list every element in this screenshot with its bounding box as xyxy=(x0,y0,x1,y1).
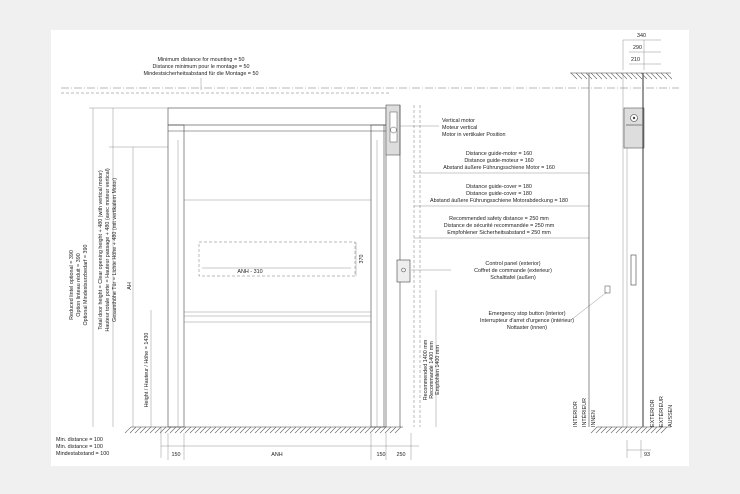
height-note: Total door height = Clear opening height + 480 (with vertical motor) xyxy=(98,170,104,330)
side-view xyxy=(589,73,671,427)
guide-motor-note: Distance guide-motor = 160 xyxy=(465,151,533,157)
top-note-line: Mindestsicherheitsabstand für die Montage = 50 xyxy=(143,71,259,77)
side-dim: 340 xyxy=(637,33,646,39)
recommended-note: Recommandé 1400 mm xyxy=(429,341,435,399)
guide-motor-note: Distance guide-moteur = 160 xyxy=(464,158,534,164)
lintel-note: Option linteau réduit = 390 xyxy=(76,253,82,317)
control-note: Schalttafel (außen) xyxy=(490,275,536,281)
dim-250: 250 xyxy=(396,452,406,458)
control-note: Coffret de commande (exterieur) xyxy=(474,268,552,274)
door-window xyxy=(199,242,356,276)
motor-note: Moteur vertical xyxy=(442,125,478,131)
control-panel xyxy=(397,260,410,282)
estop-note: Interrupteur d'arret d'urgence (intérieur) xyxy=(479,318,575,324)
side-dim: 290 xyxy=(633,45,642,51)
door-frame xyxy=(168,108,386,427)
window-height-label: 370 xyxy=(359,254,365,264)
guide-cover-note: Distance guide-cover = 180 xyxy=(466,191,532,197)
height-note: Hauteur totale porte = Hauteur passage + 480 (avec moteur vertical) xyxy=(105,168,111,332)
estop-note: Nottaster (innen) xyxy=(506,325,548,331)
exterior-label: EXTÉRIEUR xyxy=(659,396,665,427)
floor-hatch-left xyxy=(125,427,403,433)
motor-note: Vertical motor xyxy=(442,118,475,124)
handle-height-label: Height / Hauteur / Höhe = 1430 xyxy=(144,332,150,408)
min-distance-note: Min. distance = 100 xyxy=(56,444,103,450)
side-top-dimensions xyxy=(623,40,661,70)
ah-label: AH xyxy=(127,282,133,290)
guide-motor-note: Abstand äußere Führungsschiene Motor = 160 xyxy=(443,165,555,171)
motor-note: Motor in vertikaler Position xyxy=(442,132,506,138)
top-note-line: Distance minimum pour le montage = 50 xyxy=(152,64,250,70)
side-bottom-dim: 93 xyxy=(644,452,650,458)
interior-label: INNEN xyxy=(591,410,597,427)
recommended-note: Empfohlen 1400 mm xyxy=(435,345,441,395)
interior-label: INTÉRIEUR xyxy=(582,397,588,427)
door-installation-drawing xyxy=(51,30,689,466)
estop-note: Emergency stop button (interior) xyxy=(488,311,566,317)
lintel-note: Reduced lintel optional = 390 xyxy=(69,250,75,320)
lintel-note: Optional Mindestsurzbedarf = 390 xyxy=(83,244,89,326)
safety-note: Empfohlener Sicherheitsabstand = 250 mm xyxy=(447,230,551,236)
min-distance-note: Min. distance = 100 xyxy=(56,437,103,443)
dim-150-left: 150 xyxy=(171,452,181,458)
interior-label: INTERIOR xyxy=(573,401,579,427)
guide-cover-note: Distance guide-cover = 180 xyxy=(466,184,532,190)
control-note: Control panel (exterior) xyxy=(485,261,541,267)
exterior-label: EXTERIOR xyxy=(650,399,656,427)
recommended-note: Recommended 1400 mm xyxy=(423,339,429,401)
top-note-line: Minimum distance for mounting = 50 xyxy=(157,57,245,63)
anh-window-label: ANH - 310 xyxy=(237,269,263,275)
wall-hatch-top-lines xyxy=(571,73,672,79)
min-distance-note: Mindestabstand = 100 xyxy=(56,451,110,457)
safety-note: Distance de sécurité recommandée = 250 mm xyxy=(443,223,555,229)
dim-anh: ANH xyxy=(271,452,283,458)
guide-cover-note: Abstand äußere Führungsschiene Motorabdeckung = 180 xyxy=(429,198,569,204)
drawing-sheet xyxy=(51,30,689,466)
height-note: Gesamthöhe Tür = Lichte Höhe + 480 (mit vertikalem Motor) xyxy=(112,177,118,323)
safety-note: Recommended safety distance = 250 mm xyxy=(449,216,549,222)
dim-150-right: 150 xyxy=(376,452,386,458)
side-dim: 210 xyxy=(631,57,640,63)
exterior-label: AUSSEN xyxy=(668,404,674,427)
